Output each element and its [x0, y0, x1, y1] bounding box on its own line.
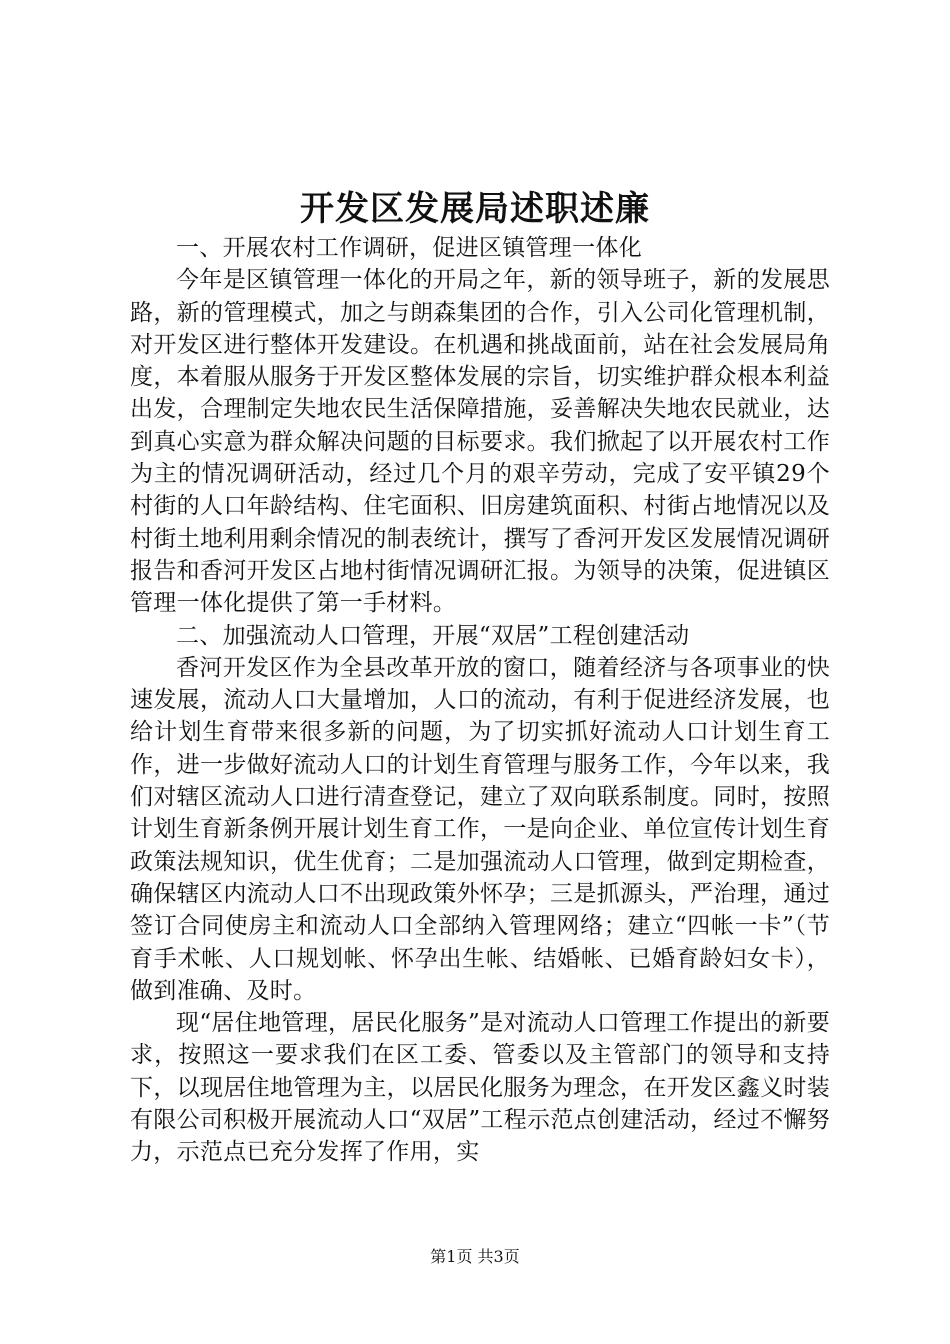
section-heading-2: 二、加强流动人口管理，开展“双居”工程创建活动	[176, 622, 690, 649]
section-heading-1: 一、开展农村工作调研，促进区镇管理一体化	[176, 235, 642, 261]
document-body	[130, 232, 830, 1169]
page-footer: 第1页 共3页	[430, 1247, 520, 1266]
paragraph-3: 现“居住地管理，居民化服务”是对流动人口管理工作提出的新要求，按照这一要求我们在区工委、管委以及主管部门的领导和支持下，以现居住地管理为主，以居民化服务为理念，在开发区鑫义时装有限公司积极开展流动人口“双居”工程示范点创建活动，经过不懈努力，示范点已充分发挥了作用，实	[130, 1010, 830, 1166]
paragraph-1: 今年是区镇管理一体化的开局之年，新的领导班子，新的发展思路，新的管理模式，加之与朗森集团的合作，引入公司化管理机制，对开发区进行整体开发建设。在机遇和挑战面前，站在社会发展局角度，本着服从服务于开发区整体发展的宗旨，切实维护群众根本利益出发，合理制定失地农民生活保障措施，妥善解决失地农民就业，达到真心实意为群众解决问题的目标要求。我们掀起了以开展农村工作为主的情况调研活动，经过几个月的艰辛劳动，完成了安平镇29个村街的人口年龄结构、住宅面积、旧房建筑面积、村街占地情况以及村街土地利用剩余情况的制表统计，撰写了香河开发区发展情况调研报告和香河开发区占地村街情况调研汇报。为领导的决策，促进镇区管理一体化提供了第一手材料。	[130, 267, 830, 617]
paragraph-2: 香河开发区作为全县改革开放的窗口，随着经济与各项事业的快速发展，流动人口大量增加，人口的流动，有利于促进经济发展，也给计划生育带来很多新的问题，为了切实抓好流动人口计划生育工作，进一步做好流动人口的计划生育管理与服务工作，今年以来，我们对辖区流动人口进行清查登记，建立了双向联系制度。同时，按照计划生育新条例开展计划生育工作，一是向企业、单位宣传计划生育政策法规知识，优生优育；二是加强流动人口管理，做到定期检查，确保辖区内流动人口不出现政策外怀孕；三是抓源头，严治理，通过签订合同使房主和流动人口全部纳入管理网络；建立“四帐一卡”（节育手术帐、人口规划帐、怀孕出生帐、结婚帐、已婚育龄妇女卡），做到准确、及时。	[130, 654, 830, 1004]
document-title: 开发区发展局述职述廉	[300, 189, 650, 229]
